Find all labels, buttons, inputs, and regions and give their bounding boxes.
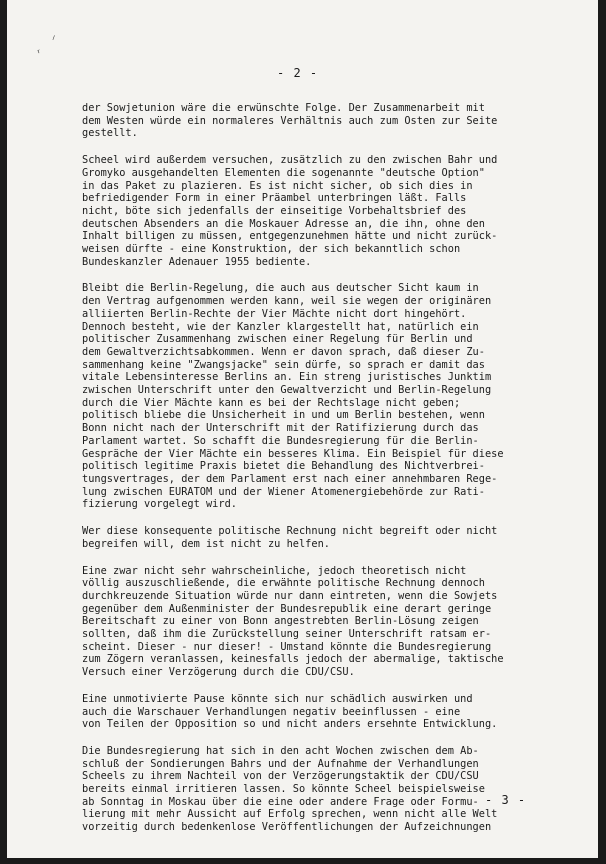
- text-line: in das Paket zu plazieren. Es ist nicht sicher, ob sich dies in: [82, 179, 473, 192]
- text-line: ab Sonntag in Moskau über die eine oder andere Frage oder Formu-: [82, 795, 479, 808]
- text-line: dem Gewaltverzichtsabkommen. Wenn er davon sprach, daß dieser Zu-: [82, 345, 485, 358]
- text-line: gegenüber dem Außenminister der Bundesrepublik eine derart geringe: [82, 602, 492, 615]
- text-line: Gromyko ausgehandelten Elementen die sogenannte "deutsche Option": [82, 166, 485, 179]
- text-line: Bleibt die Berlin-Regelung, die auch aus deutscher Sicht kaum in: [82, 282, 479, 295]
- text-line: von Teilen der Opposition so und nicht anders ersehnte Entwicklung.: [82, 718, 498, 731]
- handwritten-mark: ⸝: [48, 30, 58, 43]
- text-line: vorzeitig durch bedenkenlose Veröffentlichungen der Aufzeichnungen: [82, 821, 492, 834]
- text-line: politisch legitime Praxis bietet die Behandlung des Nichtverbrei-: [82, 460, 485, 473]
- text-line: nicht, böte sich jedenfalls der einseitige Vorbehaltsbrief des: [82, 204, 467, 217]
- text-line: durchkreuzende Situation würde nur dann eintreten, wenn die Sowjets: [82, 589, 498, 602]
- text-line: deutschen Absenders an die Moskauer Adresse an, die ihn, ohne den: [82, 217, 485, 230]
- paragraph: [82, 282, 562, 511]
- text-line: scheint. Dieser - nur dieser! - Umstand könnte die Bundesregierung: [82, 640, 492, 653]
- page-number: - 2 -: [277, 66, 319, 80]
- text-line: sollten, daß ihm die Zurückstellung seiner Unterschrift ratsam er-: [82, 628, 492, 641]
- text-line: den Vertrag aufgenommen werden kann, weil sie wegen der originären: [82, 295, 492, 308]
- text-line: fizierung vorgelegt wird.: [82, 498, 237, 511]
- text-line: lung zwischen EURATOM und der Wiener Atomenergiebehörde zur Rati-: [82, 485, 485, 498]
- text-line: politischer Zusammenhang zwischen einer Regelung für Berlin und: [82, 333, 473, 346]
- text-line: Bundeskanzler Adenauer 1955 bediente.: [82, 255, 312, 268]
- handwritten-mark: ʳ: [34, 47, 46, 60]
- text-line: Eine zwar nicht sehr wahrscheinliche, jedoch theoretisch nicht: [82, 564, 467, 577]
- text-line: weisen dürfte - eine Konstruktion, der sich bekanntlich schon: [82, 243, 461, 256]
- text-line: Dennoch besteht, wie der Kanzler klargestellt hat, natürlich ein: [82, 320, 479, 333]
- text-line: bereits einmal irritieren lassen. So könnte Scheel beispielsweise: [82, 783, 485, 796]
- paragraph: [82, 154, 562, 268]
- text-line: völlig auszuschließende, die erwähnte politische Rechnung dennoch: [82, 577, 485, 590]
- text-line: lierung mit mehr Aussicht auf Erfolg sprechen, wenn nicht alle Welt: [82, 808, 498, 821]
- text-line: Scheel wird außerdem versuchen, zusätzlich zu den zwischen Bahr und: [82, 154, 498, 167]
- paragraph: [82, 525, 562, 550]
- text-line: dem Westen würde ein normaleres Verhältnis auch zum Osten zur Seite: [82, 114, 498, 127]
- text-line: Eine unmotivierte Pause könnte sich nur schädlich auswirken und: [82, 692, 473, 705]
- text-line: Scheels zu ihrem Nachteil von der Verzögerungstaktik der CDU/CSU: [82, 770, 479, 783]
- paragraph: [82, 693, 562, 731]
- text-line: schluß der Sondierungen Bahrs und der Aufnahme der Verhandlungen: [82, 757, 479, 770]
- text-line: zwischen Unterschrift unter den Gewaltverzicht und Berlin-Regelung: [82, 384, 492, 397]
- document-body: [82, 102, 562, 848]
- text-line: Die Bundesregierung hat sich in den acht Wochen zwischen dem Ab-: [82, 744, 479, 757]
- text-line: zum Zögern veranlassen, keinesfalls jedoch der abermalige, taktische: [82, 653, 504, 666]
- text-line: befriedigender Form in einer Präambel unterbringen läßt. Falls: [82, 192, 467, 205]
- next-page-marker: - 3 -: [485, 793, 527, 807]
- text-line: Parlament wartet. So schafft die Bundesregierung für die Berlin-: [82, 434, 479, 447]
- paragraph: [82, 102, 562, 140]
- text-line: durch die Vier Mächte kann es bei der Rechtslage nicht geben;: [82, 396, 461, 409]
- text-line: alliierten Berlin-Rechte der Vier Mächte nicht dort hingehört.: [82, 307, 467, 320]
- text-line: Gespräche der Vier Mächte ein besseres Klima. Ein Beispiel für diese: [82, 447, 504, 460]
- text-line: Bereitschaft zu einer von Bonn angestrebten Berlin-Lösung zeigen: [82, 615, 479, 628]
- text-line: Inhalt billigen zu müssen, entgegenzunehmen hätte und nicht zurück-: [82, 230, 498, 243]
- text-line: sammenhang keine "Zwangsjacke" sein dürfe, so sprach er damit das: [82, 358, 485, 371]
- text-line: Versuch einer Verzögerung durch die CDU/CSU.: [82, 666, 355, 679]
- paragraph: [82, 565, 562, 679]
- text-line: Wer diese konsequente politische Rechnung nicht begreift oder nicht: [82, 525, 498, 538]
- text-line: auch die Warschauer Verhandlungen negativ beeinflussen - eine: [82, 705, 461, 718]
- text-line: tungsvertrages, der dem Parlament erst nach einer annehmbaren Rege-: [82, 472, 498, 485]
- paragraph: [82, 745, 562, 834]
- text-line: gestellt.: [82, 127, 138, 140]
- text-line: Bonn nicht nach der Unterschrift mit der Ratifizierung durch das: [82, 422, 479, 435]
- text-line: der Sowjetunion wäre die erwünschte Folge. Der Zusammenarbeit mit: [82, 102, 485, 114]
- text-line: begreifen will, dem ist nicht zu helfen.: [82, 537, 330, 550]
- text-line: politisch bliebe die Unsicherheit in und um Berlin bestehen, wenn: [82, 409, 485, 422]
- text-line: vitale Lebensinteresse Berlins an. Ein streng juristisches Junktim: [82, 371, 492, 384]
